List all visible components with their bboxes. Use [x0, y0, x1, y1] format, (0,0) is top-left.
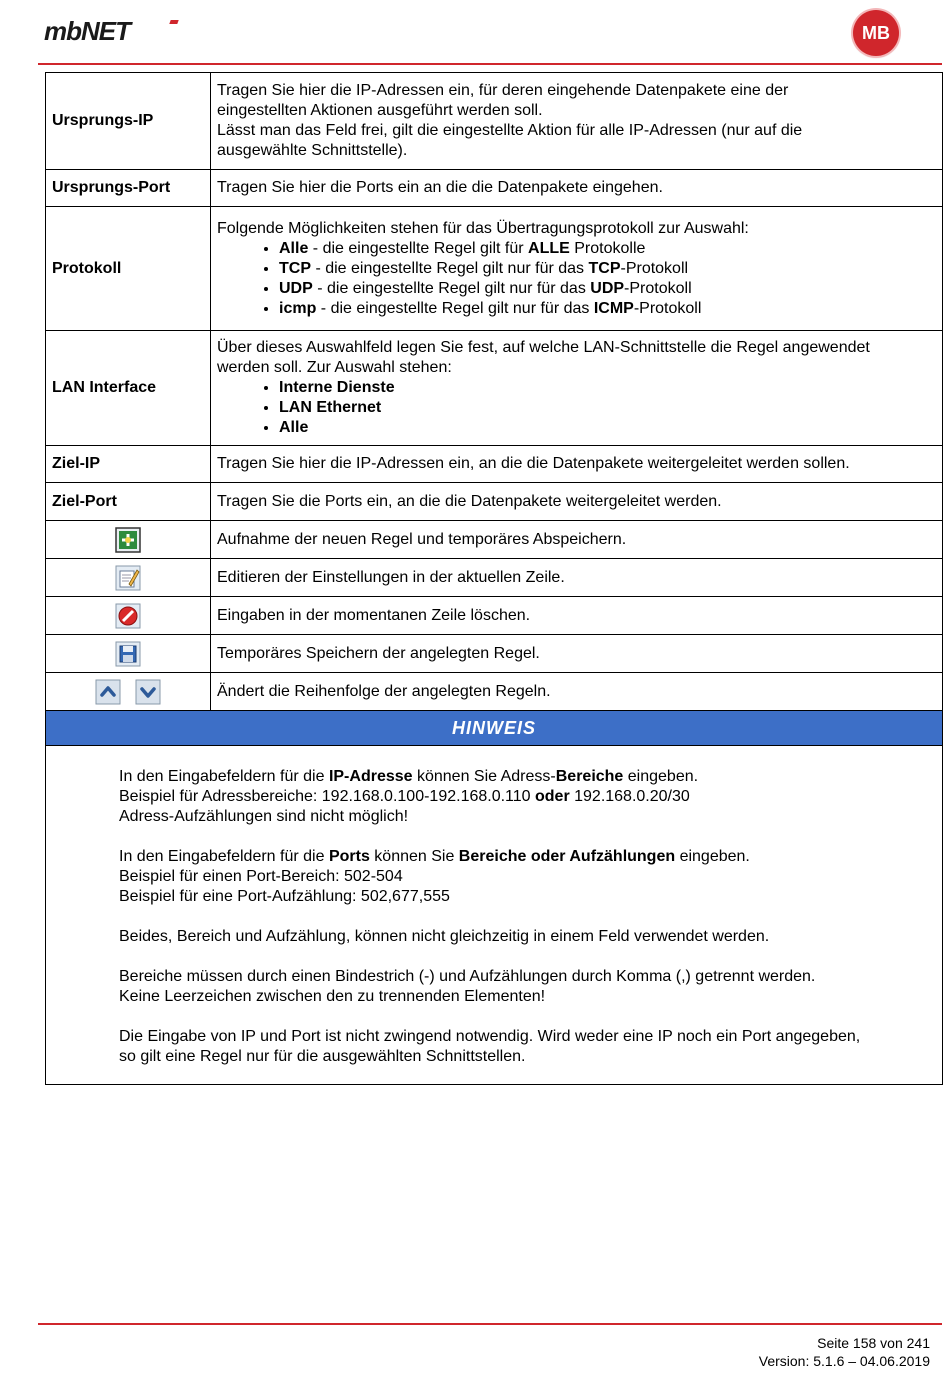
list-item: • UDP - die eingestellte Regel gilt nur für das UDP-Protokoll	[279, 279, 938, 299]
hinweis-paragraph: Bereiche müssen durch einen Bindestrich (-) und Aufzählungen durch Komma (,) getrennt werden. Keine Leerzeichen zwischen den zu trennenden Elementen!	[119, 968, 816, 1005]
edit-icon	[115, 565, 141, 591]
row-description: Aufnahme der neuen Regel und temporäres Abspeichern.	[211, 521, 943, 559]
mbnet-logo	[44, 16, 130, 47]
table-row	[46, 446, 943, 483]
row-description: Über dieses Auswahlfeld legen Sie fest, auf welche LAN-Schnittstelle die Regel angewendet werden soll. Zur Auswahl stehen: • Interne Dienste • LAN Ethernet • Alle	[211, 331, 943, 446]
hinweis-body	[119, 767, 931, 1087]
row-label: Ziel-IP	[46, 446, 211, 483]
table-row	[46, 597, 943, 635]
page-number: Seite 158 von 241	[817, 1335, 930, 1351]
logo-text: mbNET	[44, 16, 130, 46]
mb-badge-logo: MB	[853, 10, 899, 56]
table-row	[46, 483, 943, 521]
row-description: Folgende Möglichkeiten stehen für das Übertragungsprotokoll zur Auswahl: • Alle - die eingestellte Regel gilt für ALLE Protokolle • TCP - die eingestellte Regel gilt nur für das TCP-Protokoll • UDP - die eingestellte Regel gilt nur für das UDP-Protokoll • icmp - die eingestellte Regel gilt nur für das ICMP-Protokoll	[211, 207, 943, 331]
row-label: Protokoll	[46, 207, 211, 331]
list-item: • LAN Ethernet	[279, 398, 938, 418]
list-item: • icmp - die eingestellte Regel gilt nur für das ICMP-Protokoll	[279, 299, 938, 319]
table-row	[46, 521, 943, 559]
list-item: • Interne Dienste	[279, 378, 938, 398]
hinweis-paragraph: In den Eingabefeldern für die IP-Adresse können Sie Adress-Bereiche eingeben. Beispiel für Adressbereiche: 192.168.0.100-192.168.0.110 oder 192.168.0.20/30 Adress-Aufzählungen sind nicht möglich!	[119, 768, 699, 825]
page-footer	[759, 1334, 930, 1370]
move-up-icon	[95, 679, 121, 705]
row-description: Editieren der Einstellungen in der aktuellen Zeile.	[211, 559, 943, 597]
hinweis-paragraph: Beides, Bereich und Aufzählung, können nicht gleichzeitig in einem Feld verwendet werden.	[119, 928, 770, 945]
save-icon	[115, 641, 141, 667]
move-down-icon	[135, 679, 161, 705]
table-row	[46, 331, 943, 446]
footer-rule	[38, 1323, 942, 1325]
row-description: Tragen Sie hier die IP-Adressen ein, für deren eingehende Datenpakete eine der eingestellten Aktionen ausgeführt werden soll. Lässt man das Feld frei, gilt die eingestellte Aktion für alle IP-Adressen (nur auf die ausgewählte Schnittstelle).	[211, 73, 943, 170]
table-row	[46, 170, 943, 207]
row-description: Temporäres Speichern der angelegten Regel.	[211, 635, 943, 673]
row-description: Tragen Sie hier die IP-Adressen ein, an die die Datenpakete weitergeleitet werden sollen.	[211, 446, 943, 483]
table-row	[46, 635, 943, 673]
hinweis-paragraph: In den Eingabefeldern für die Ports können Sie Bereiche oder Aufzählungen eingeben. Beispiel für einen Port-Bereich: 502-504 Beispiel für eine Port-Aufzählung: 502,677,555	[119, 848, 750, 905]
settings-table	[45, 72, 943, 711]
list-item: • Alle	[279, 418, 938, 438]
row-description: Eingaben in der momentanen Zeile löschen.	[211, 597, 943, 635]
table-row	[46, 73, 943, 170]
table-row	[46, 207, 943, 331]
row-description: Ändert die Reihenfolge der angelegten Regeln.	[211, 673, 943, 711]
row-label: LAN Interface	[46, 331, 211, 446]
row-description: Tragen Sie hier die Ports ein an die die Datenpakete eingehen.	[211, 170, 943, 207]
table-row	[46, 673, 943, 711]
row-label: Ziel-Port	[46, 483, 211, 521]
version-info: Version: 5.1.6 – 04.06.2019	[758, 1353, 930, 1369]
list-item: • Alle - die eingestellte Regel gilt für ALLE Protokolle	[279, 239, 938, 259]
hinweis-box	[45, 710, 943, 1085]
delete-icon	[115, 603, 141, 629]
row-label: Ursprungs-IP	[46, 73, 211, 170]
table-row	[46, 559, 943, 597]
hinweis-paragraph: Die Eingabe von IP und Port ist nicht zwingend notwendig. Wird weder eine IP noch ein Port angegeben, so gilt eine Regel nur für die ausgewählten Schnittstellen.	[119, 1028, 861, 1065]
row-label: Ursprungs-Port	[46, 170, 211, 207]
list-item: • TCP - die eingestellte Regel gilt nur für das TCP-Protokoll	[279, 259, 938, 279]
row-description: Tragen Sie die Ports ein, an die die Datenpakete weitergeleitet werden.	[211, 483, 943, 521]
header-rule	[38, 63, 942, 65]
hinweis-title: HINWEIS	[46, 711, 942, 746]
add-icon	[115, 527, 141, 553]
